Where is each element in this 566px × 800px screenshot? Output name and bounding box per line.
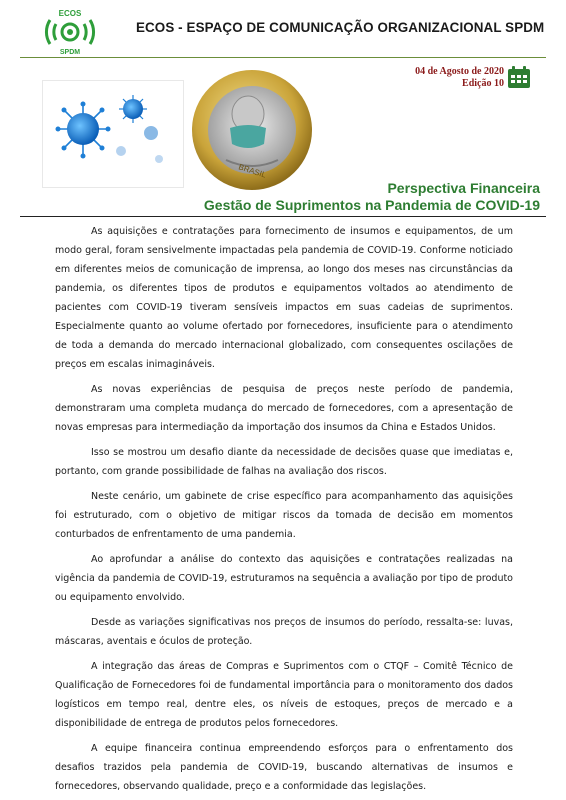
page-header bbox=[0, 0, 566, 58]
calendar-icon bbox=[506, 64, 532, 90]
paragraph-8: A equipe financeira continua empreendendo esforços para o enfrentamento dos desafios trazidos pela pandemia de COVID-19, buscando alternativas de insumos e fornecedores, observando qualidade, preço e a conformidade das legislações. bbox=[55, 743, 513, 792]
issue-date: 04 de Agosto de 2020 bbox=[415, 66, 504, 77]
article-body bbox=[55, 222, 513, 800]
header-divider bbox=[20, 57, 546, 58]
paragraph-5: Ao aprofundar a análise do contexto das aquisições e contratações realizadas na vigência da pandemia de COVID-19, estruturamos na sequência a avaliação por tipo de produto ou equipamento envolvido. bbox=[55, 554, 513, 603]
coin-inscription: BRASIL bbox=[237, 162, 268, 180]
newsletter-title: ECOS - ESPAÇO DE COMUNICAÇÃO ORGANIZACIONAL SPDM bbox=[136, 20, 545, 35]
section-heading bbox=[204, 180, 540, 214]
section-category: Perspectiva Financeira bbox=[387, 180, 540, 196]
paragraph-6: Desde as variações significativas nos preços de insumos do período, ressalta-se: luvas, máscaras, aventais e óculos de proteção. bbox=[55, 617, 513, 647]
virus-icon bbox=[43, 81, 185, 189]
coin-with-mask-image bbox=[186, 68, 318, 192]
paragraph-4: Neste cenário, um gabinete de crise específico para acompanhamento das aquisições foi estruturado, com o objetivo de mitigar riscos da tomada de decisão em momentos conturbados de enfrentamento de uma pandemia. bbox=[55, 491, 513, 540]
logo-text-top: ECOS bbox=[58, 9, 82, 18]
paragraph-2: As novas experiências de pesquisa de preços neste período de pandemia, demonstraram uma completa mudança do mercado de fornecedores, com a apresentação de novas empresas para intermediação da importação dos insumos da China e Estados Unidos. bbox=[55, 384, 513, 433]
issue-edition: Edição 10 bbox=[462, 78, 504, 89]
title-divider bbox=[20, 216, 546, 217]
paragraph-1: As aquisições e contratações para fornecimento de insumos e equipamentos, de um modo geral, foram sensivelmente impactadas pela pandemia de COVID-19. Conforme noticiado em diferentes meios de comunicação de imprensa, ao longo dos meses nas circunstâncias da pandemia, os diferentes tipos de produtos e equipamentos voltados ao atendimento de pacientes com COVID-19 tiveram sensíveis impactos em suas cadeias de suprimentos. Especialmente quanto ao volume ofertado por fornecedores, insuficiente para o atendimento de toda a demanda do mercado internacional globalizado, com consequentes oscilações de preços em escalas inimagináveis. bbox=[55, 226, 513, 370]
logo-text-bottom: SPDM bbox=[59, 49, 81, 56]
paragraph-7: A integração das áreas de Compras e Suprimentos com o CTQF – Comitê Técnico de Qualificação de Fornecedores foi de fundamental importância para o monitoramento dos dados logísticos em tempo real, dentre eles, os níveis de estoques, preços de mercado e a disponibilidade de entrega de produtos pelos fornecedores. bbox=[55, 661, 513, 729]
paragraph-3: Isso se mostrou um desafio diante da necessidade de decisões quase que imediatas e, portanto, com grande possibilidade de falhas na avaliação dos riscos. bbox=[55, 447, 513, 477]
virus-illustration bbox=[42, 80, 184, 188]
issue-info bbox=[415, 66, 504, 90]
article-title: Gestão de Suprimentos na Pandemia de COVID-19 bbox=[203, 197, 540, 213]
ecos-logo bbox=[42, 6, 98, 56]
